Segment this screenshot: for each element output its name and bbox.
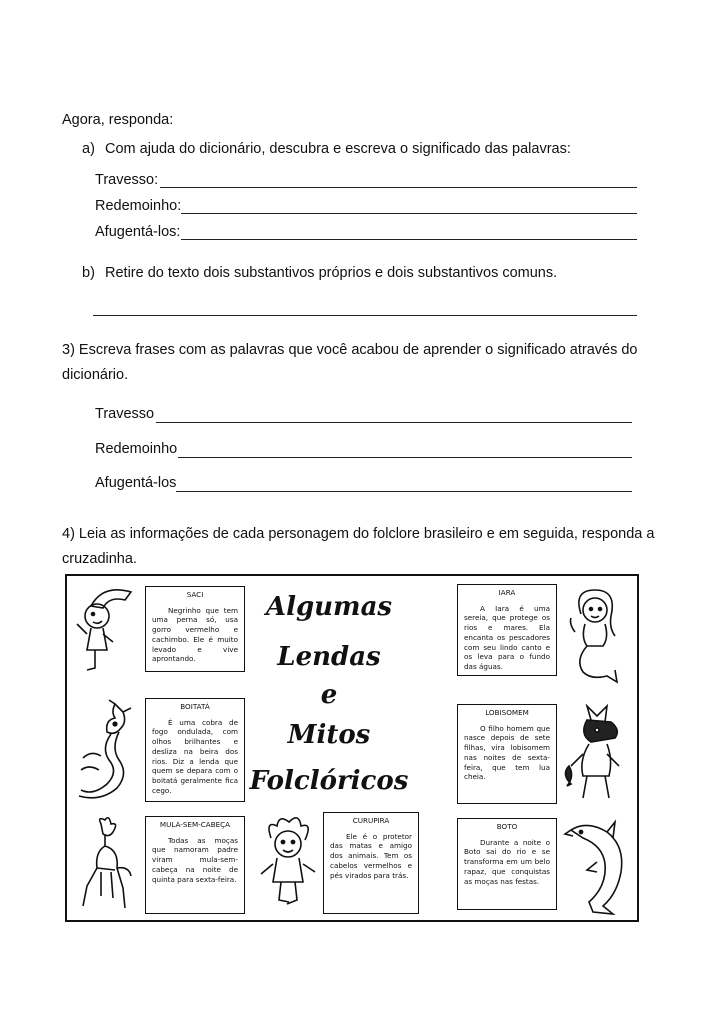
answer-line[interactable] bbox=[178, 457, 632, 458]
card-body: Negrinho que tem uma perna só, usa gorro vermelho e cachimbo. Ele é muito levado e vive aprontando. bbox=[152, 605, 238, 664]
card-body: É uma cobra de fogo ondulada, com olhos brilhantes e desliza na beira dos rios. Diz a lenda que quem se depara com o boitatá geralmente fica cego. bbox=[152, 717, 238, 795]
word-label-travesso: Travesso: bbox=[95, 172, 159, 188]
poster-title-line: Lendas bbox=[277, 642, 381, 672]
card-lobisomem bbox=[457, 704, 557, 804]
sentence-label-redemoinho: Redemoinho bbox=[95, 441, 178, 457]
card-title: IARA bbox=[498, 588, 516, 597]
card-body: Ele é o protetor das matas e amigo dos animais. Tem os cabelos vermelhos e pés virados para trás. bbox=[330, 831, 412, 880]
question-3-line2: dicionário. bbox=[62, 367, 129, 383]
poster-title-line: Folclóricos bbox=[249, 766, 409, 796]
card-body: Todas as moças que namoram padre viram mula-sem-cabeça na noite de quinta para sexta-feira. bbox=[152, 835, 238, 884]
card-body: Durante a noite o Boto sai do rio e se transforma em um belo rapaz, que conquistas as moças nas festas. bbox=[464, 837, 550, 886]
answer-line[interactable] bbox=[93, 315, 637, 316]
mula-sem-cabeca-illustration bbox=[75, 816, 135, 916]
question-a-label: a) bbox=[82, 141, 95, 157]
card-title: BOTO bbox=[496, 822, 518, 831]
folklore-poster bbox=[65, 574, 639, 922]
saci-illustration bbox=[73, 584, 137, 674]
question-b-text: Retire do texto dois substantivos próprios e dois substantivos comuns. bbox=[105, 265, 558, 281]
question-3-line1: 3) Escreva frases com as palavras que você acabou de aprender o significado através do bbox=[62, 342, 638, 358]
poster-title-line: Algumas bbox=[265, 592, 393, 622]
card-iara bbox=[457, 584, 557, 676]
boitata-illustration bbox=[71, 698, 137, 808]
card-saci bbox=[145, 586, 245, 672]
answer-line[interactable] bbox=[181, 239, 637, 240]
card-title: SACI bbox=[186, 590, 204, 599]
curupira-illustration bbox=[257, 812, 319, 912]
answer-line[interactable] bbox=[156, 422, 632, 423]
card-body: O filho homem que nasce depois de sete filhas, vira lobisomem nas noites de sexta-feira, que tem lua cheia. bbox=[464, 723, 550, 782]
card-mula-sem-cabeca bbox=[145, 816, 245, 914]
sentence-label-travesso: Travesso bbox=[95, 406, 155, 422]
card-body: A Iara é uma sereia, que protege os rios e mares. Ela encanta os pescadores com seu lindo canto e os leva para o fundo das águas. bbox=[464, 603, 550, 672]
poster-title-line: Mitos bbox=[287, 720, 371, 750]
lobisomem-illustration bbox=[561, 704, 633, 808]
card-title: CURUPIRA bbox=[352, 816, 390, 825]
answer-line[interactable] bbox=[160, 187, 637, 188]
word-label-redemoinho: Redemoinho: bbox=[95, 198, 182, 214]
card-boitata bbox=[145, 698, 245, 802]
question-4-line2: cruzadinha. bbox=[62, 551, 137, 567]
card-title: MULA-SEM-CABEÇA bbox=[159, 820, 231, 829]
answer-line[interactable] bbox=[181, 213, 637, 214]
iara-illustration bbox=[561, 584, 631, 684]
question-b-label: b) bbox=[82, 265, 95, 281]
intro-text: Agora, responda: bbox=[62, 112, 174, 128]
poster-title-line: e bbox=[320, 680, 338, 710]
card-title: LOBISOMEM bbox=[485, 708, 529, 717]
boto-illustration bbox=[563, 816, 633, 916]
answer-line[interactable] bbox=[176, 491, 632, 492]
card-title: BOITATÁ bbox=[180, 702, 210, 711]
word-label-afugenta: Afugentá-los: bbox=[95, 224, 181, 240]
card-boto bbox=[457, 818, 557, 910]
question-a-text: Com ajuda do dicionário, descubra e escreva o significado das palavras: bbox=[105, 141, 571, 157]
card-curupira bbox=[323, 812, 419, 914]
sentence-label-afugenta: Afugentá-los bbox=[95, 475, 177, 491]
question-4-line1: 4) Leia as informações de cada personagem do folclore brasileiro e em seguida, responda a bbox=[62, 526, 655, 542]
